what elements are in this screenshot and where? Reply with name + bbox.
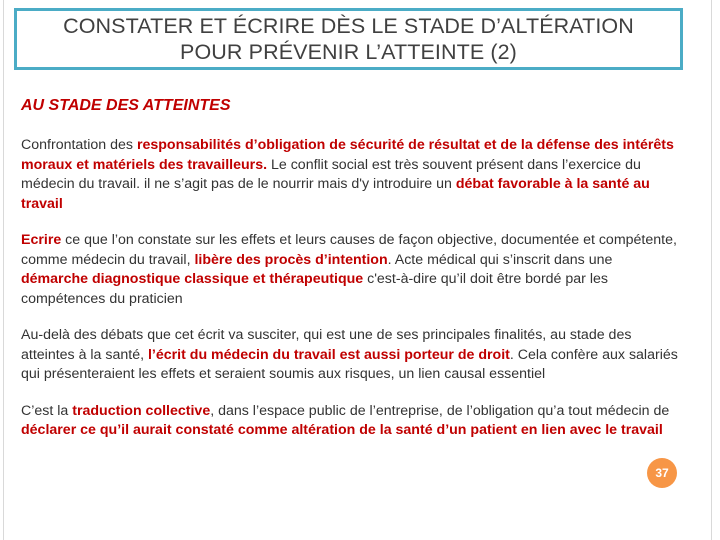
paragraph-2 [21, 231, 681, 309]
slide-content [21, 96, 681, 458]
title-box [14, 8, 683, 70]
paragraph-3 [21, 326, 681, 385]
title-line-2: POUR PRÉVENIR L’ATTEINTE (2) [180, 40, 517, 64]
text-run: . Acte médical qui s’inscrit dans une [387, 251, 613, 268]
text-run: C’est la [21, 402, 73, 419]
paragraph-1 [21, 136, 681, 214]
title-line-1: CONSTATER ET ÉCRIRE DÈS LE STADE D’ALTÉRATION [63, 14, 634, 38]
text-run: . Cela confère aux salariés qui présenteraient les effets et seraient soumis aux risques, un lien causal essentiel [21, 346, 678, 382]
text-run: c'est-à-dire qu’il doit être bordé par les compétences du praticien [21, 271, 608, 307]
emphasis-run: traduction collective [72, 402, 211, 419]
paragraph-4 [21, 402, 681, 441]
emphasis-run: débat favorable à la santé au travail [21, 176, 650, 212]
section-heading: AU STADE DES ATTEINTES [21, 97, 231, 114]
text-run: Confrontation des [21, 137, 137, 153]
text-run: ce que l’on constate sur les effets et leurs causes de façon objective, documentée et compétente, comme médecin du travail, [21, 232, 677, 268]
emphasis-run: libère des procès d’intention [194, 251, 388, 268]
text-run: Au-delà des débats que cet écrit va susciter, qui est une de ses principales finalités, au stade des atteintes à la santé, [21, 327, 632, 363]
page-number-badge: 37 [647, 458, 677, 488]
slide-border-right [711, 0, 712, 540]
emphasis-run: déclarer ce qu’il aurait constaté comme altération de la santé d’un patient en lien avec le travail [21, 422, 663, 438]
emphasis-run: Ecrire [21, 232, 62, 248]
text-run: Le conflit social est très souvent présent dans l’exercice du médecin du travail. il ne s’agit pas de le nourrir mais d'y introduire un [21, 156, 641, 192]
text-run: , dans l’espace public de l’entreprise, de l’obligation qu’a tout médecin de [210, 402, 670, 419]
emphasis-run: l’écrit du médecin du travail est aussi porteur de droit [147, 346, 510, 363]
slide-border-left [3, 0, 4, 540]
emphasis-run: démarche diagnostique classique et thérapeutique [21, 271, 364, 287]
emphasis-run: responsabilités d’obligation de sécurité de résultat et de la défense des intérêts moraux et matériels des travailleurs. [21, 137, 674, 173]
